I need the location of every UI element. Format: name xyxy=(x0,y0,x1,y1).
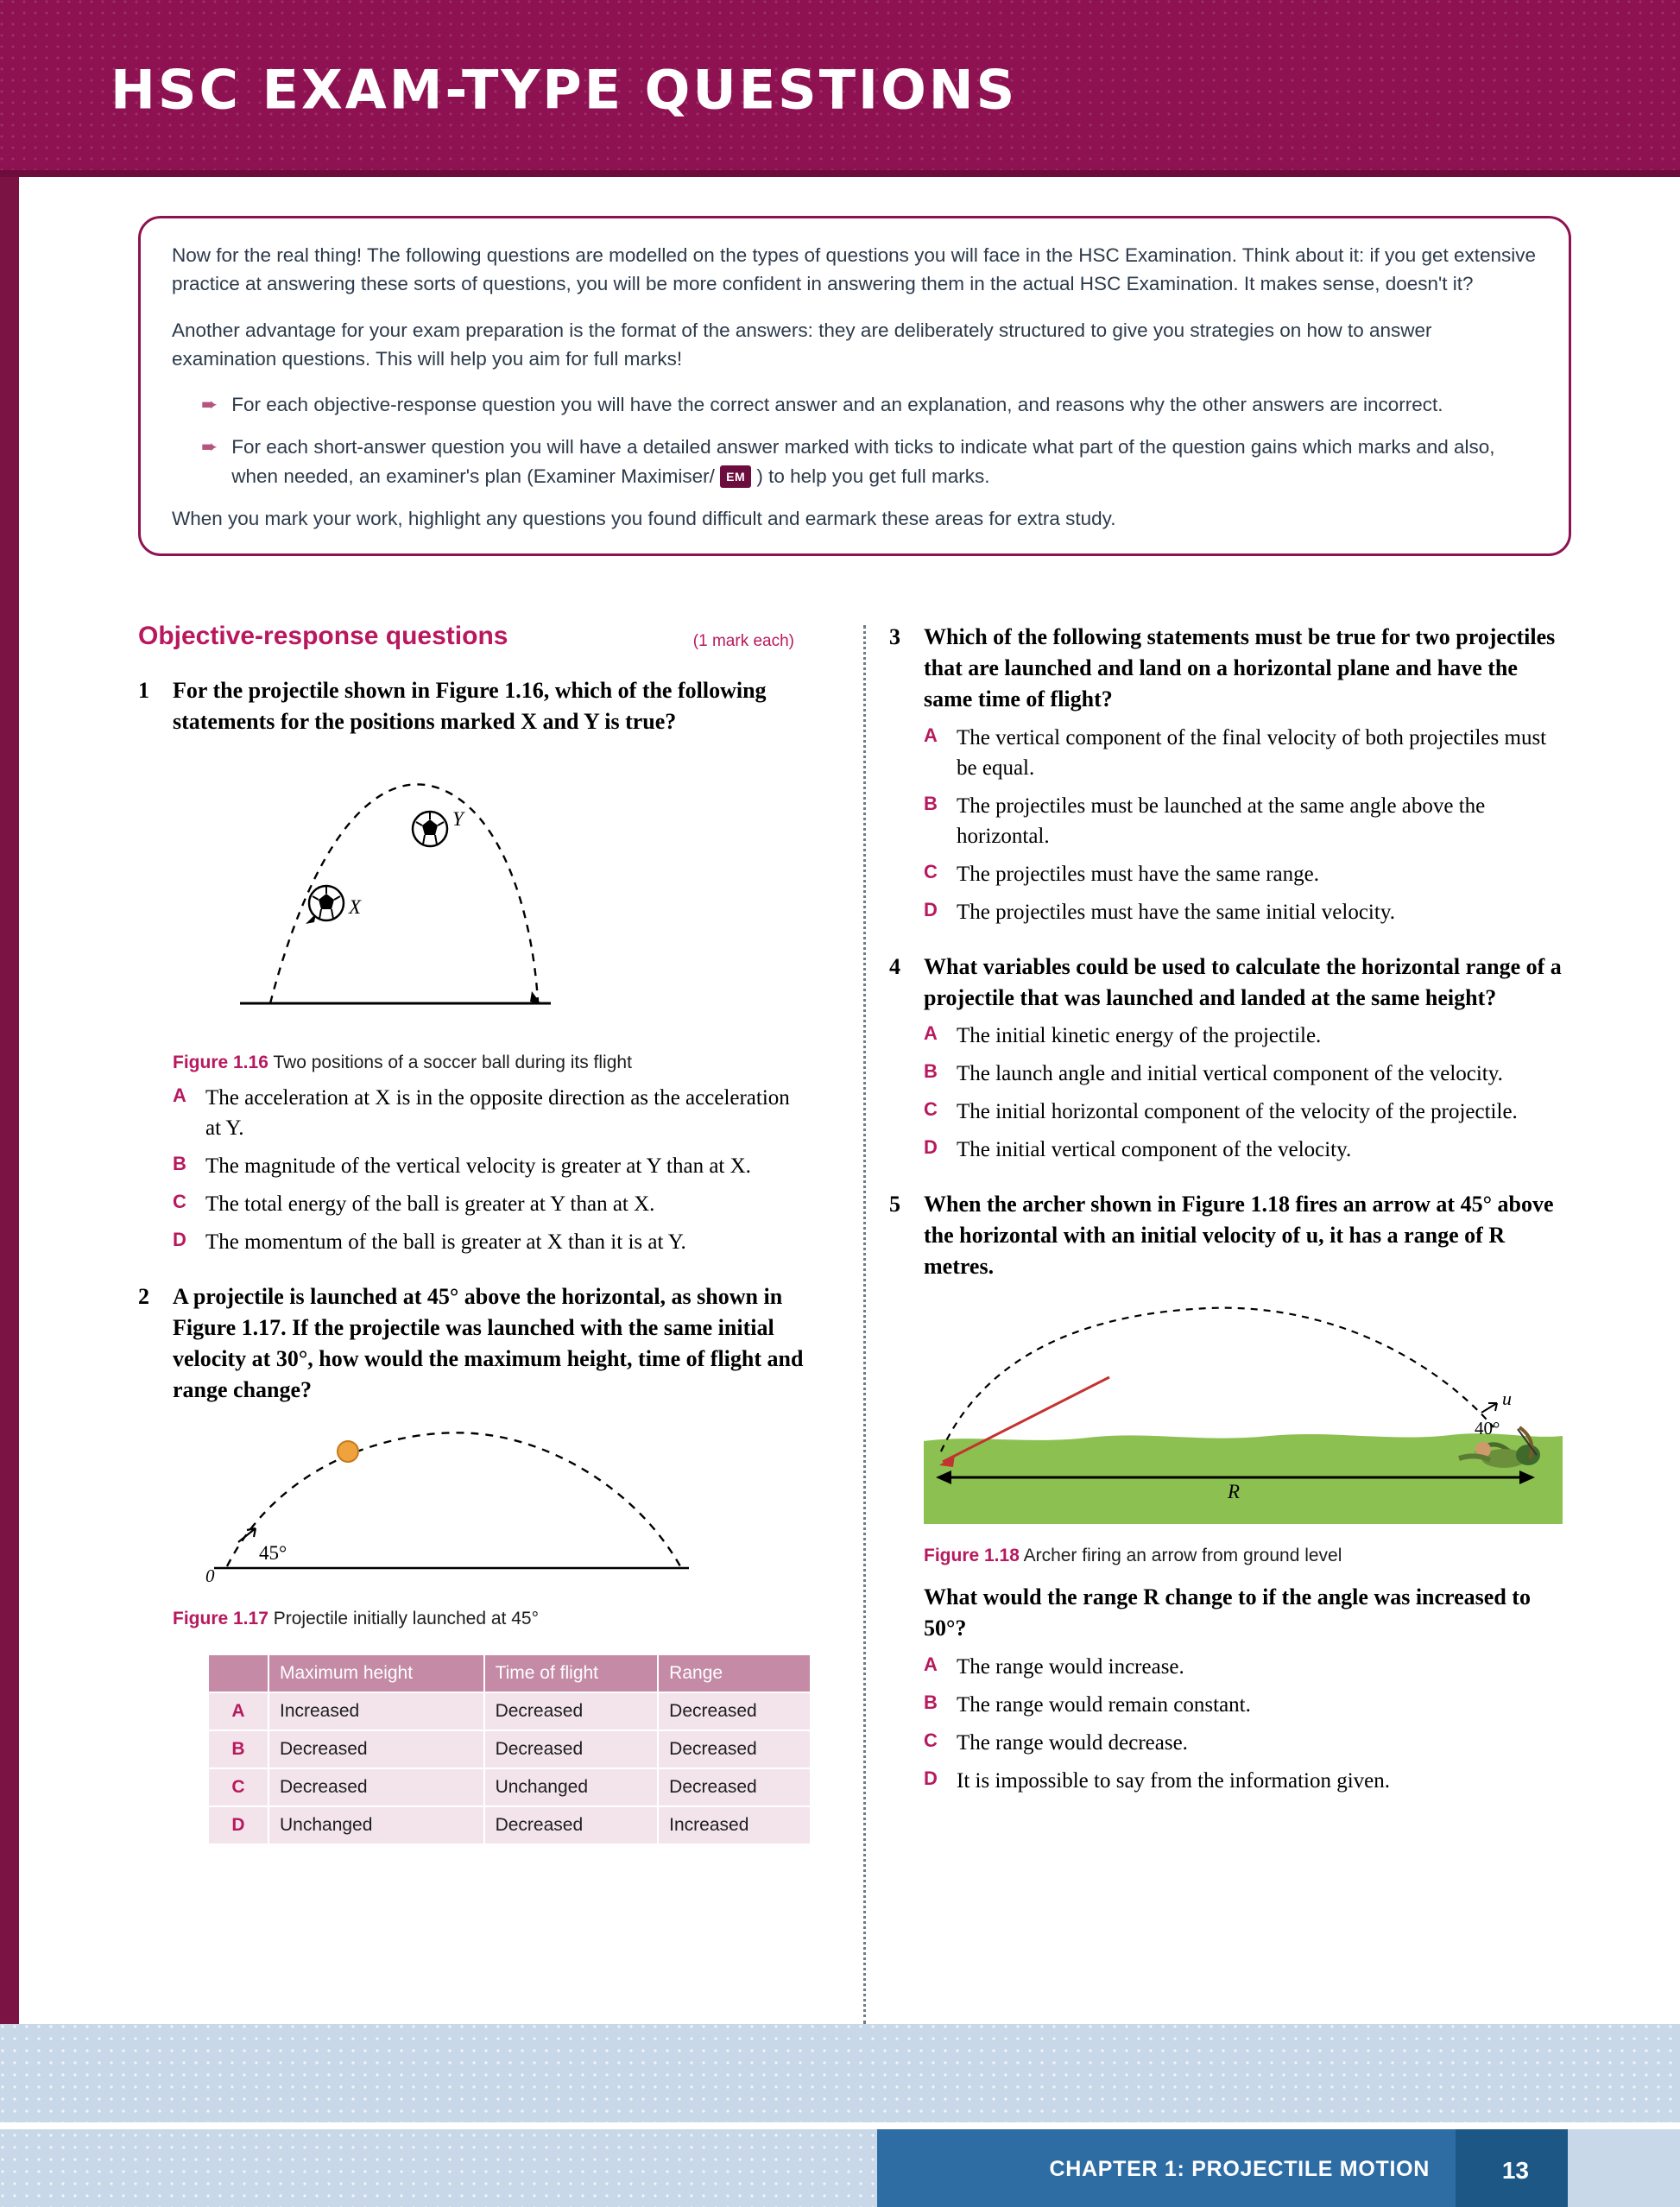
column-divider xyxy=(863,625,866,2024)
figure-1-17-caption xyxy=(173,1607,812,1631)
option-letter: B xyxy=(924,792,938,814)
option-letter: A xyxy=(924,724,938,746)
figure-1-16-label: Figure 1.16 xyxy=(173,1052,268,1072)
grass-area xyxy=(924,1433,1563,1524)
table-header-maximum-height: Maximum height xyxy=(268,1654,484,1692)
table-cell: Decreased xyxy=(484,1730,659,1768)
question-4-options xyxy=(924,1021,1571,1165)
figure-1-18-caption xyxy=(924,1544,1571,1568)
table-header-row xyxy=(208,1654,811,1692)
option-letter: A xyxy=(924,1022,938,1045)
question-2-number: 2 xyxy=(138,1284,149,1310)
table-header-range: Range xyxy=(658,1654,811,1692)
figure-1-17-label: Figure 1.17 xyxy=(173,1608,268,1628)
figure-1-16-caption-text: Two positions of a soccer ball during its flight xyxy=(273,1052,632,1072)
table-row xyxy=(208,1692,811,1730)
page-header-banner xyxy=(0,0,1680,177)
question-1-stem: For the projectile shown in Figure 1.16, which of the following statements for the positions marked X and Y is true? xyxy=(173,678,767,734)
question-2-stem: A projectile is launched at 45° above the horizontal, as shown in Figure 1.17. If the projectile was launched with the same initial velocity at 30°, how would the maximum height, time of flight and range change? xyxy=(173,1284,804,1402)
option-text: The launch angle and initial vertical component of the velocity. xyxy=(957,1062,1503,1086)
option-text: The initial horizontal component of the velocity of the projectile. xyxy=(957,1100,1518,1124)
label-y: Y xyxy=(452,807,464,830)
label-x: X xyxy=(349,895,362,918)
right-column xyxy=(889,622,1571,1796)
figure-1-18-angle-label: 40° xyxy=(1475,1418,1500,1439)
page-title: HSC EXAM-TYPE QUESTIONS xyxy=(111,58,1018,122)
question-1-option-c xyxy=(173,1189,794,1219)
question-3-number: 3 xyxy=(889,624,900,649)
option-text: The magnitude of the vertical velocity is greater at Y than at X. xyxy=(205,1154,751,1179)
question-3-option-a xyxy=(924,723,1571,783)
intro-paragraph-3: When you mark your work, highlight any questions you found difficult and earmark these areas for extra study. xyxy=(172,508,1116,530)
table-row-label: B xyxy=(208,1730,268,1768)
question-2-answer-table xyxy=(207,1654,812,1845)
footer-chapter-label: CHAPTER 1: PROJECTILE MOTION xyxy=(1049,2157,1430,2181)
footer-page-number: 13 xyxy=(1501,2157,1529,2184)
option-text: It is impossible to say from the information given. xyxy=(957,1769,1391,1793)
question-3-stem: Which of the following statements must be true for two projectiles that are launched and land on a horizontal plane and have the same time of flight? xyxy=(924,624,1556,711)
question-2 xyxy=(138,1281,804,1845)
arrow-right-icon: ➨ xyxy=(201,435,218,458)
left-column xyxy=(138,622,804,1845)
trajectory-path xyxy=(941,1308,1494,1451)
table-cell: Decreased xyxy=(658,1730,811,1768)
option-text: The projectiles must have the same initial velocity. xyxy=(957,900,1395,924)
figure-1-18-label: Figure 1.18 xyxy=(924,1546,1020,1565)
option-letter: B xyxy=(173,1153,186,1175)
option-letter: A xyxy=(924,1654,938,1676)
option-text: The total energy of the ball is greater at Y than at X. xyxy=(205,1192,655,1217)
table-row xyxy=(208,1768,811,1806)
intro-bullet-2-text xyxy=(231,433,1538,490)
question-5 xyxy=(889,1189,1571,1796)
question-5-option-a xyxy=(924,1652,1571,1682)
table-cell: Decreased xyxy=(658,1768,811,1806)
table-row xyxy=(208,1806,811,1844)
option-letter: D xyxy=(924,898,938,920)
section-title-objective-response: Objective-response questions xyxy=(138,622,508,650)
table-cell: Unchanged xyxy=(268,1806,484,1844)
option-letter: D xyxy=(924,1136,938,1159)
table-row-label: A xyxy=(208,1692,268,1730)
question-5-options xyxy=(924,1652,1571,1796)
question-3-option-c xyxy=(924,859,1571,889)
option-text: The projectiles must have the same range. xyxy=(957,862,1319,886)
footer-right-cap xyxy=(1568,2129,1680,2207)
option-letter: C xyxy=(173,1191,186,1213)
table-cell: Increased xyxy=(658,1806,811,1844)
question-5-option-d xyxy=(924,1766,1571,1796)
question-1-number: 1 xyxy=(138,678,149,703)
figure-1-18-caption-text: Archer firing an arrow from ground level xyxy=(1023,1546,1342,1565)
option-text: The initial kinetic energy of the projectile. xyxy=(957,1024,1322,1048)
question-5-option-b xyxy=(924,1690,1571,1720)
question-4-stem: What variables could be used to calculate the horizontal range of a projectile that was launched and landed at the same height? xyxy=(924,953,1562,1010)
page-footer-band xyxy=(0,2024,1680,2207)
table-row-label: C xyxy=(208,1768,268,1806)
figure-1-17 xyxy=(188,1421,812,1598)
option-text: The range would increase. xyxy=(957,1655,1184,1679)
figure-1-16-svg xyxy=(188,753,672,1038)
question-1-option-a xyxy=(173,1083,794,1143)
intro-bullet-2-pre: For each short-answer question you will have a detailed answer marked with ticks to indicate what part of the question gains which marks and also, when needed, an examiner's plan (Examiner Maximiser/ xyxy=(231,436,1495,487)
arrow-right-icon: ➨ xyxy=(201,393,218,416)
option-text: The vertical component of the final velocity of both projectiles must be equal. xyxy=(957,725,1547,780)
option-letter: B xyxy=(924,1692,938,1714)
table-cell: Decreased xyxy=(484,1806,659,1844)
option-letter: D xyxy=(924,1767,938,1790)
soccer-ball-x-icon xyxy=(309,886,344,920)
option-letter: C xyxy=(924,1730,938,1752)
trajectory-path xyxy=(227,1432,680,1566)
figure-1-16-caption xyxy=(173,1051,794,1075)
question-4 xyxy=(889,952,1571,1166)
option-text: The momentum of the ball is greater at X than it is at Y. xyxy=(205,1230,686,1255)
option-letter: B xyxy=(924,1060,938,1083)
examiner-maximiser-badge: EM xyxy=(720,465,751,488)
figure-1-18-range-label: R xyxy=(1228,1481,1241,1502)
marks-note: (1 mark each) xyxy=(692,632,794,650)
projectile-marker xyxy=(338,1441,358,1462)
question-5-option-c xyxy=(924,1728,1571,1758)
left-edge-bar xyxy=(0,177,19,2025)
option-text: The projectiles must be launched at the same angle above the horizontal. xyxy=(957,794,1486,848)
table-cell: Unchanged xyxy=(484,1768,659,1806)
table-cell: Decreased xyxy=(484,1692,659,1730)
intro-bullet-2-post: ) to help you get full marks. xyxy=(756,465,990,487)
figure-1-17-caption-text: Projectile initially launched at 45° xyxy=(273,1608,539,1628)
table-row-label: D xyxy=(208,1806,268,1844)
intro-paragraph-1: Now for the real thing! The following questions are modelled on the types of questions you will face in the HSC Examination. Think about it: if you get extensive practice at answering these sorts of questions, you will be more confident in answering them in the actual HSC Examination. It makes sense, doesn't it? xyxy=(172,244,1537,295)
figure-1-18-velocity-label: u xyxy=(1502,1388,1512,1409)
question-1-option-b xyxy=(173,1151,794,1181)
question-4-option-d xyxy=(924,1135,1571,1165)
table-header-time-of-flight: Time of flight xyxy=(484,1654,659,1692)
table-cell: Decreased xyxy=(268,1730,484,1768)
question-5-stem: When the archer shown in Figure 1.18 fires an arrow at 45° above the horizontal with an initial velocity of u, it has a range of R metres. xyxy=(924,1192,1554,1280)
figure-1-18-svg xyxy=(924,1298,1563,1531)
option-text: The initial vertical component of the velocity. xyxy=(957,1138,1352,1162)
table-cell: Decreased xyxy=(658,1692,811,1730)
option-text: The acceleration at X is in the opposite direction as the acceleration at Y. xyxy=(205,1086,790,1141)
question-4-number: 4 xyxy=(889,953,900,979)
intro-paragraph-2: Another advantage for your exam preparation is the format of the answers: they are deliberately structured to give you strategies on how to answer examination questions. This will help you aim for full marks! xyxy=(172,319,1432,370)
question-4-option-c xyxy=(924,1097,1571,1127)
question-1 xyxy=(138,675,794,1257)
figure-1-17-svg xyxy=(188,1421,758,1594)
intro-bullet-1 xyxy=(172,390,1538,419)
intro-bullet-2 xyxy=(172,433,1538,490)
option-text: The range would remain constant. xyxy=(957,1693,1251,1717)
section-header-row xyxy=(138,622,794,651)
intro-bullet-1-text: For each objective-response question you will have the correct answer and an explanation, and reasons why the other answers are incorrect. xyxy=(231,394,1443,416)
option-text: The range would decrease. xyxy=(957,1731,1188,1755)
question-4-option-a xyxy=(924,1021,1571,1051)
question-1-option-d xyxy=(173,1227,794,1257)
question-1-options xyxy=(173,1083,794,1257)
question-3-option-d xyxy=(924,897,1571,927)
option-letter: A xyxy=(173,1085,186,1107)
trajectory-path xyxy=(270,784,538,1003)
table-row xyxy=(208,1730,811,1768)
figure-1-17-origin-label: 0 xyxy=(205,1565,215,1586)
figure-1-17-angle-label: 45° xyxy=(259,1541,287,1564)
question-4-option-b xyxy=(924,1059,1571,1089)
soccer-ball-y-icon xyxy=(413,812,447,846)
table-corner-cell xyxy=(208,1654,268,1692)
landing-arrow-icon xyxy=(530,991,540,1003)
footer-white-strip xyxy=(0,2122,1680,2129)
intro-callout-box xyxy=(138,216,1571,556)
option-letter: C xyxy=(924,1098,938,1121)
option-letter: D xyxy=(173,1229,186,1251)
question-3 xyxy=(889,622,1571,927)
question-5-number: 5 xyxy=(889,1192,900,1217)
option-letter: C xyxy=(924,860,938,882)
question-3-option-b xyxy=(924,791,1571,851)
table-cell: Increased xyxy=(268,1692,484,1730)
figure-1-18 xyxy=(924,1298,1571,1535)
u-arrow-icon xyxy=(1481,1403,1497,1413)
figure-1-16 xyxy=(188,753,794,1042)
launch-arrow-icon xyxy=(238,1528,256,1542)
question-5-followup: What would the range R change to if the angle was increased to 50°? xyxy=(924,1584,1531,1641)
table-cell: Decreased xyxy=(268,1768,484,1806)
question-3-options xyxy=(924,723,1571,927)
